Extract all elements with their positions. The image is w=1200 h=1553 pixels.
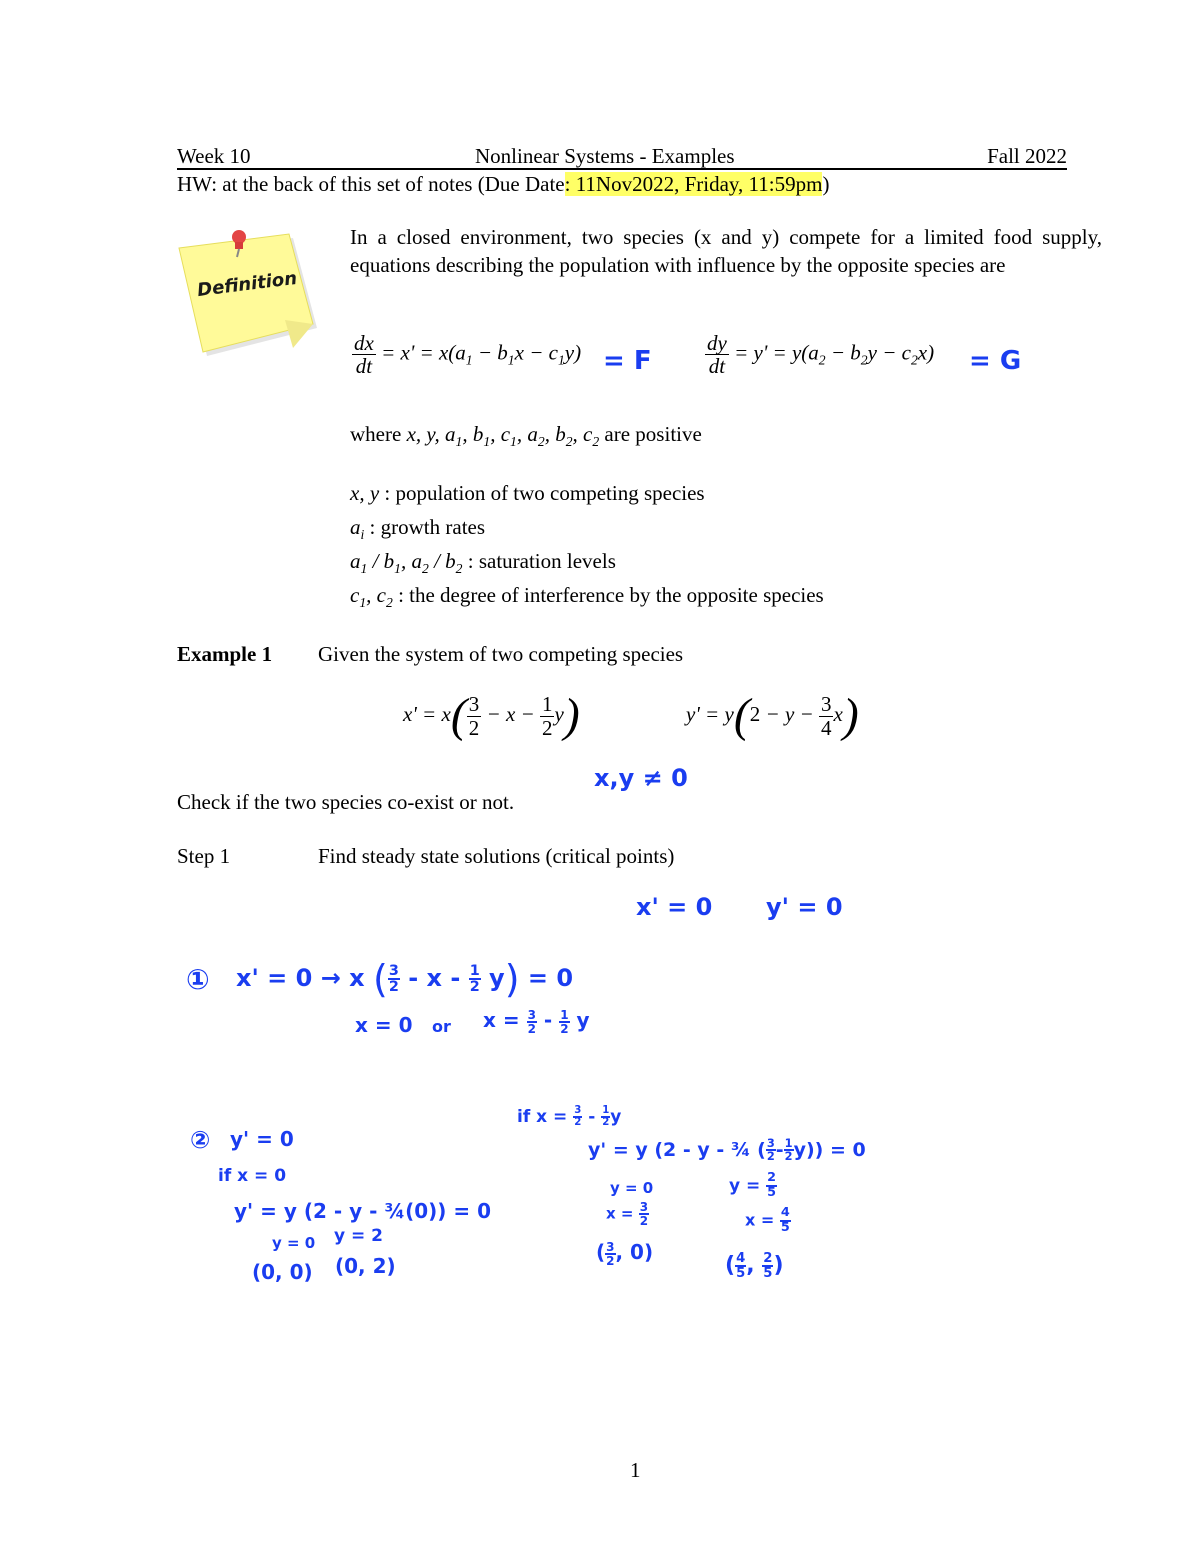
- handwritten-part2-eq: y' = 0: [230, 1127, 294, 1151]
- hw-due-date: : 11Nov2022, Friday, 11:59pm: [564, 172, 823, 196]
- pushpin-icon: [229, 228, 251, 263]
- handwritten-right-x45: x = $\frac{4}{5}$: [745, 1205, 790, 1235]
- definition-sticky-note: [175, 228, 325, 363]
- header-term: Fall 2022: [987, 144, 1067, 168]
- handwritten-part1-or: or: [432, 1017, 451, 1036]
- example1-eq-y: y' = y(2 − y − $\frac{3}{4}$ x): [686, 689, 859, 742]
- part1-solb-prefix: x =: [483, 1008, 520, 1032]
- equation-dx-dt: $\frac{dx}{dt}$ = $x' = x(a_1 - b_1x - c_1y)$: [354, 331, 582, 379]
- def-item-ab-text: : saturation levels: [467, 549, 616, 573]
- sticky-note-label: Definition: [196, 267, 299, 302]
- handwritten-part1-equation: x' = 0 → x ( $\frac{3}{2}$ - x - $\frac{1}{2}$ y) = 0: [236, 957, 574, 1001]
- handwritten-part2-if: if x = 0: [218, 1166, 287, 1186]
- handwritten-part1-sol-x0: x = 0: [355, 1013, 413, 1037]
- handwritten-nonzero-condition: x,y ≠ 0: [594, 764, 688, 792]
- def-item-c: $c_1$, $c_2$ : the degree of interference by the opposite species: [350, 583, 824, 611]
- right-if-prefix: if x =: [517, 1107, 568, 1128]
- equation-dy-dt: $\frac{dy}{dt}$ = $y' = y(a_2 - b_2y - c_2x)$: [707, 331, 935, 379]
- right-x-prefix: x =: [745, 1210, 775, 1230]
- part1-eq-prefix: x' = 0 → x: [236, 964, 365, 992]
- def-item-xy-text: : population of two competing species: [384, 481, 705, 505]
- def-item-ai: $a_i$ : growth rates: [350, 515, 486, 543]
- example1-eq-x: x' = x( $\frac{3}{2}$ − x − $\frac{1}{2}$ y): [403, 689, 580, 742]
- right-sub-prefix: y' = y (2 - y - ¾ (: [588, 1138, 766, 1161]
- handwritten-g: = G: [969, 346, 1022, 376]
- example1-label: Example 1: [177, 642, 273, 666]
- handwritten-x-prime-zero: x' = 0: [636, 893, 713, 921]
- where-suffix: are positive: [604, 422, 702, 446]
- handwritten-part2-y2: y = 2: [334, 1226, 383, 1246]
- handwritten-right-x32: x = $\frac{3}{2}$: [606, 1200, 649, 1228]
- hw-suffix: ): [822, 172, 830, 196]
- header-week: Week 10: [177, 144, 251, 168]
- page-header: [177, 144, 1067, 170]
- step1-label: Step 1: [177, 844, 231, 868]
- example1-text: Given the system of two competing species: [318, 642, 684, 666]
- definition-paragraph: In a closed environment, two species (x and y) compete for a limited food supply, equations describing the population with influence by the opposite species are: [350, 225, 1102, 277]
- right-y-prefix: y =: [729, 1175, 761, 1196]
- handwritten-point-02: (0, 2): [335, 1254, 396, 1278]
- handwritten-point-00: (0, 0): [252, 1260, 313, 1284]
- step1-text: Find steady state solutions (critical points): [318, 844, 675, 868]
- handwritten-f: = F: [603, 346, 652, 376]
- example1-check: Check if the two species co-exist or not.: [177, 790, 515, 814]
- handwritten-right-sub: y' = y (2 - y - ¾ ( $\frac{3}{2}$ - $\frac{1}{2}$ y)) = 0: [588, 1136, 866, 1164]
- handwritten-right-if: if x = $\frac{3}{2}$ - $\frac{1}{2}$ y: [517, 1105, 622, 1129]
- page-number: 1: [630, 1458, 641, 1482]
- hw-line: [177, 172, 829, 197]
- handwritten-part1-label: ①: [186, 963, 210, 996]
- pt1-open: (: [596, 1240, 606, 1264]
- where-line: where x, y, $a_1$, $b_1$, $c_1$, $a_2$, $b_2$, $c_2$ are positive: [350, 422, 702, 450]
- handwritten-part2-y0: y = 0: [272, 1234, 316, 1252]
- handwritten-right-y25: y = $\frac{2}{5}$: [729, 1170, 777, 1200]
- where-prefix: where: [350, 422, 402, 446]
- part1-solb-suffix: y: [576, 1008, 590, 1032]
- def-item-ab: $a_1 / b_1$, $a_2 / b_2$ : saturation levels: [350, 549, 616, 577]
- def-item-xy: x, y : population of two competing species: [350, 481, 705, 505]
- handwritten-right-y0: y = 0: [610, 1179, 654, 1197]
- def-item-c-text: : the degree of interference by the opposite species: [398, 583, 824, 607]
- handwritten-point-45-25: ( $\frac{4}{5}$ , $\frac{2}{5}$ ): [725, 1251, 784, 1282]
- handwritten-part2-label: ②: [190, 1126, 211, 1154]
- right-x32-prefix: x =: [606, 1204, 634, 1223]
- handwritten-part2-sub: y' = y (2 - y - ¾(0)) = 0: [234, 1199, 492, 1223]
- header-title: Nonlinear Systems - Examples: [475, 144, 735, 168]
- handwritten-point-32-0: ( $\frac{3}{2}$ , 0): [596, 1239, 654, 1268]
- def-item-ai-text: : growth rates: [369, 515, 486, 539]
- pt2-open: (: [725, 1253, 736, 1279]
- handwritten-y-prime-zero: y' = 0: [766, 893, 843, 921]
- right-sub-suffix: )) = 0: [806, 1138, 866, 1161]
- part1-eq-suffix: = 0: [527, 964, 574, 992]
- hw-prefix: HW: at the back of this set of notes (Due Date: [177, 172, 565, 196]
- handwritten-part1-sol-xb: x = $\frac{3}{2}$ - $\frac{1}{2}$ y: [483, 1007, 590, 1036]
